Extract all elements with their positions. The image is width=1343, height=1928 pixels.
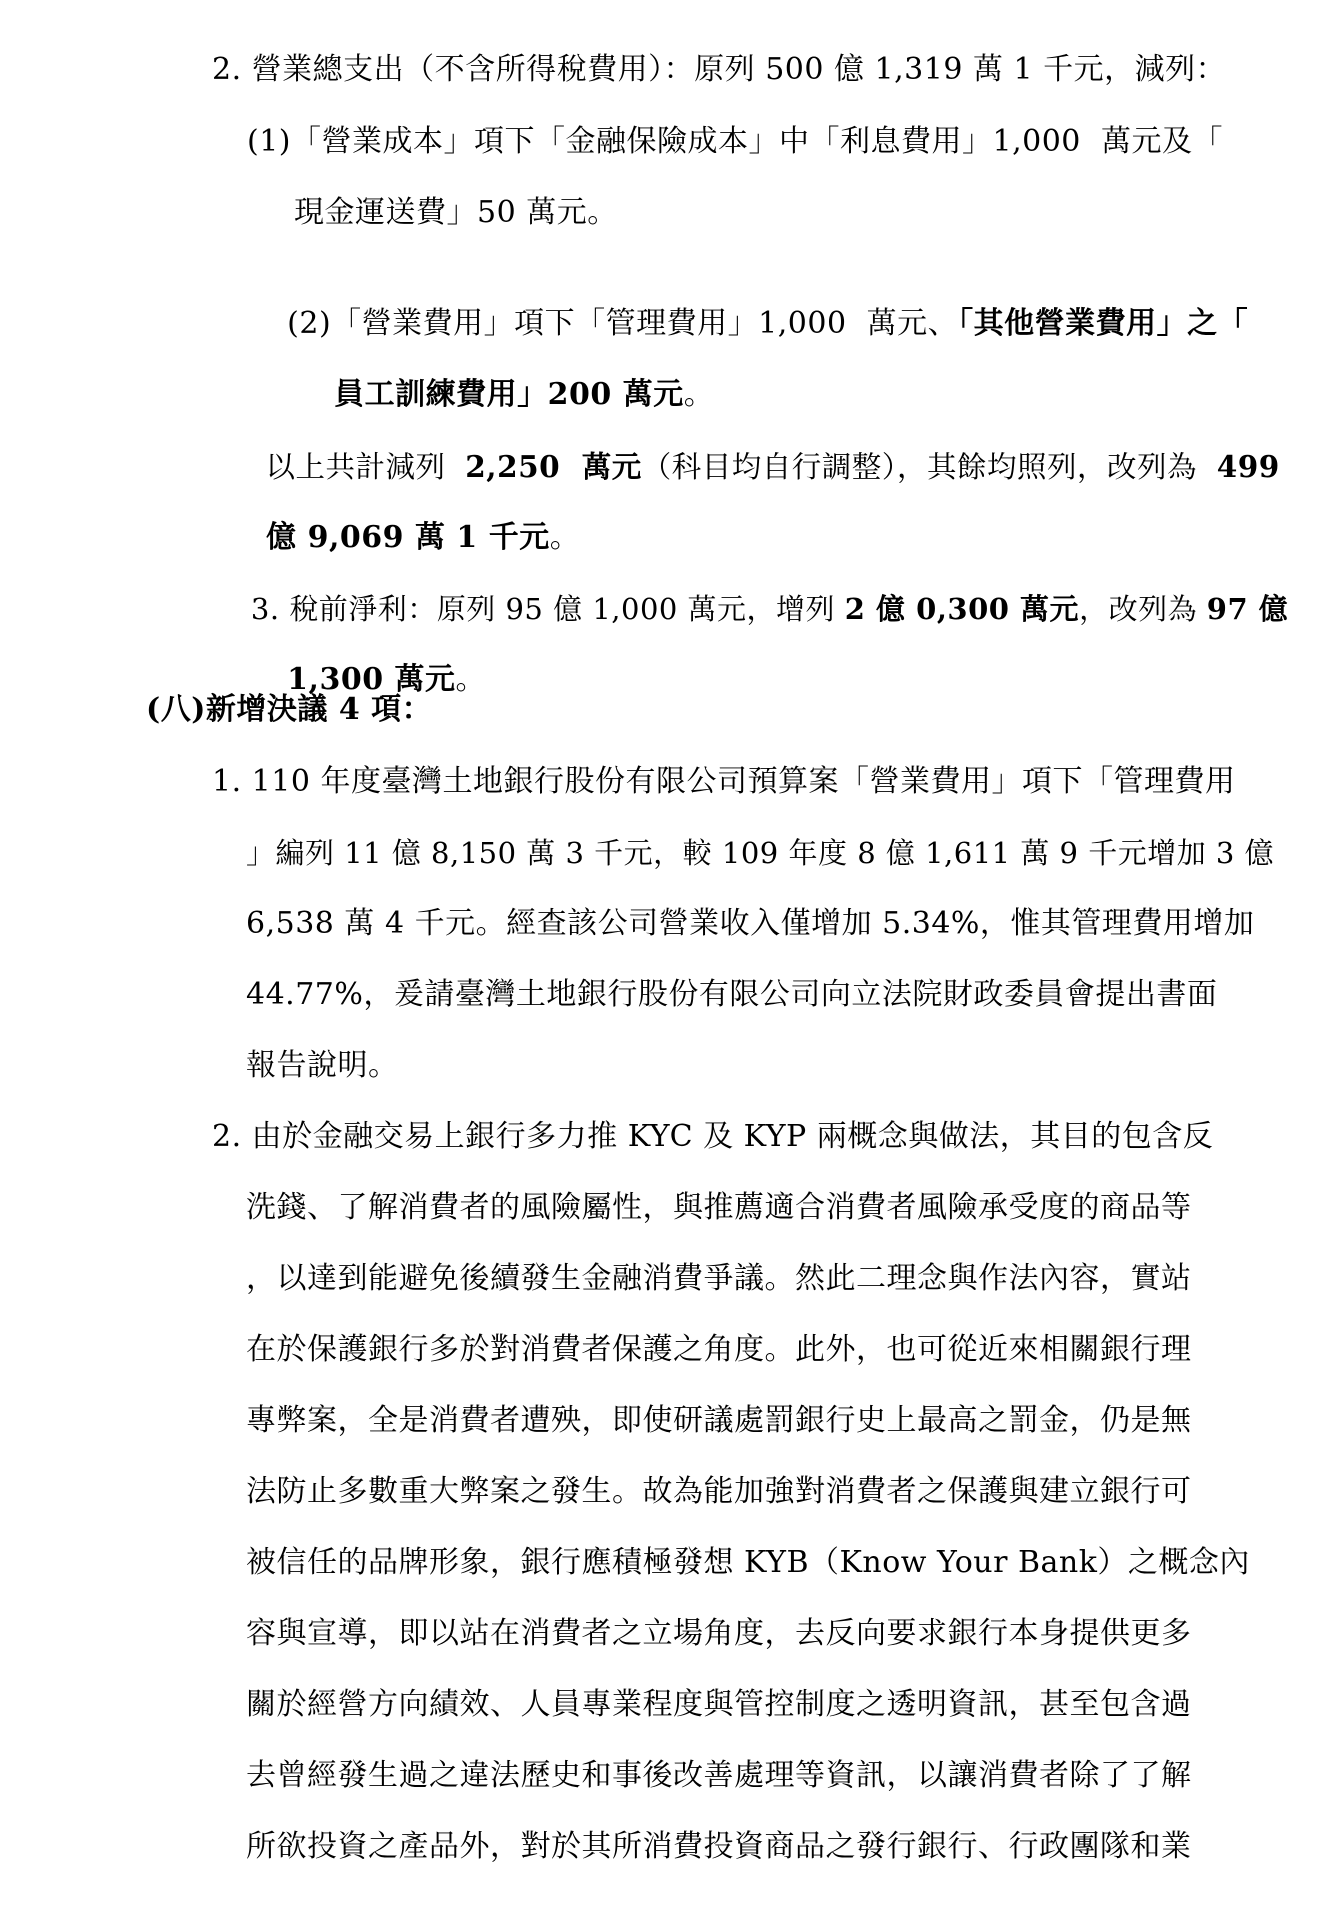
item3-d: 97 億 [1206,592,1289,626]
resolution2-line8: 容與宣導，即以站在消費者之立場角度，去反向要求銀行本身提供更多 [246,1616,1192,1651]
resolution2-line6: 法防止多數重大弊案之發生。故為能加強對消費者之保護與建立銀行可 [246,1474,1192,1509]
item3-c: ，改列為 [1079,592,1207,626]
resolution2-line7: 被信任的品牌形象，銀行應積極發想 KYB（Know Your Bank）之概念內 [246,1545,1250,1580]
item3-a: 3. 稅前淨利：原列 95 億 1,000 萬元，增列 [250,592,845,626]
item2-sub2-line1-plain: (2)「營業費用」項下「管理費用」1,000 萬元、 [287,306,959,341]
resolution2-line11: 所欲投資之產品外，對於其所消費投資商品之發行銀行、行政團隊和業 [246,1829,1192,1864]
resolution1-line2: 」編列 11 億 8,150 萬 3 千元，較 109 年度 8 億 1,611 萬 9 千元增加 3 億 [246,836,1275,870]
resolution2-line3: ，以達到能避免後續發生金融消費爭議。然此二理念與作法內容，實站 [246,1261,1192,1296]
resolution2-line5: 專弊案，全是消費者遭殃，即使研議處罰銀行史上最高之罰金，仍是無 [246,1403,1192,1438]
item3-line2-end: 。 [455,662,487,697]
item2-sub2-line2-bold: 員工訓練費用」200 萬元 [334,377,684,412]
item2-sub1-line1: (1)「營業成本」項下「金融保險成本」中「利息費用」1,000 萬元及「 [247,124,1223,159]
item2-total-d: 499 [1216,449,1280,484]
resolution2-line9: 關於經營方向績效、人員專業程度與管控制度之透明資訊，甚至包含過 [246,1687,1192,1722]
resolution1-line1: 1. 110 年度臺灣土地銀行股份有限公司預算案「營業費用」項下「管理費用 [212,764,1236,799]
section8-heading: (八)新增決議 4 項： [146,692,433,727]
resolution2-line10: 去曾經發生過之違法歷史和事後改善處理等資訊，以讓消費者除了了解 [246,1758,1192,1793]
item2-sub2-line1-bold: 「其他營業費用」之「 [958,306,1249,341]
resolution2-line4: 在於保護銀行多於對消費者保護之角度。此外，也可從近來相關銀行理 [246,1332,1192,1367]
resolution1-line4: 44.77%，爰請臺灣土地銀行股份有限公司向立法院財政委員會提出書面 [246,977,1218,1012]
resolution1-line5: 報告說明。 [246,1048,399,1083]
item3-b: 2 億 0,300 萬元 [844,592,1080,626]
item2-total-a: 以上共計減列 [265,450,466,484]
item3-line2-bold: 1,300 萬元 [287,662,456,697]
resolution1-line3: 6,538 萬 4 千元。經查該公司營業收入僅增加 5.34%，惟其管理費用增加 [246,906,1255,941]
item2-sub1-line2: 現金運送費」50 萬元。 [294,195,618,230]
item2-total-line2-end: 。 [549,520,581,555]
item2-sub2-line2-end: 。 [683,377,715,412]
resolution2-line1: 2. 由於金融交易上銀行多力推 KYC 及 KYP 兩概念與做法，其目的包含反 [212,1119,1214,1154]
item2-total-line2-bold: 億 9,069 萬 1 千元 [266,520,550,555]
resolution2-line2: 洗錢、了解消費者的風險屬性，與推薦適合消費者風險承受度的商品等 [246,1190,1192,1225]
item2-total-b: 2,250 萬元 [465,449,642,484]
item2-total-c: （科目均自行調整），其餘均照列，改列為 [641,450,1217,484]
item2-line1: 2. 營業總支出（不含所得稅費用）：原列 500 億 1,319 萬 1 千元，減列： [212,52,1227,87]
